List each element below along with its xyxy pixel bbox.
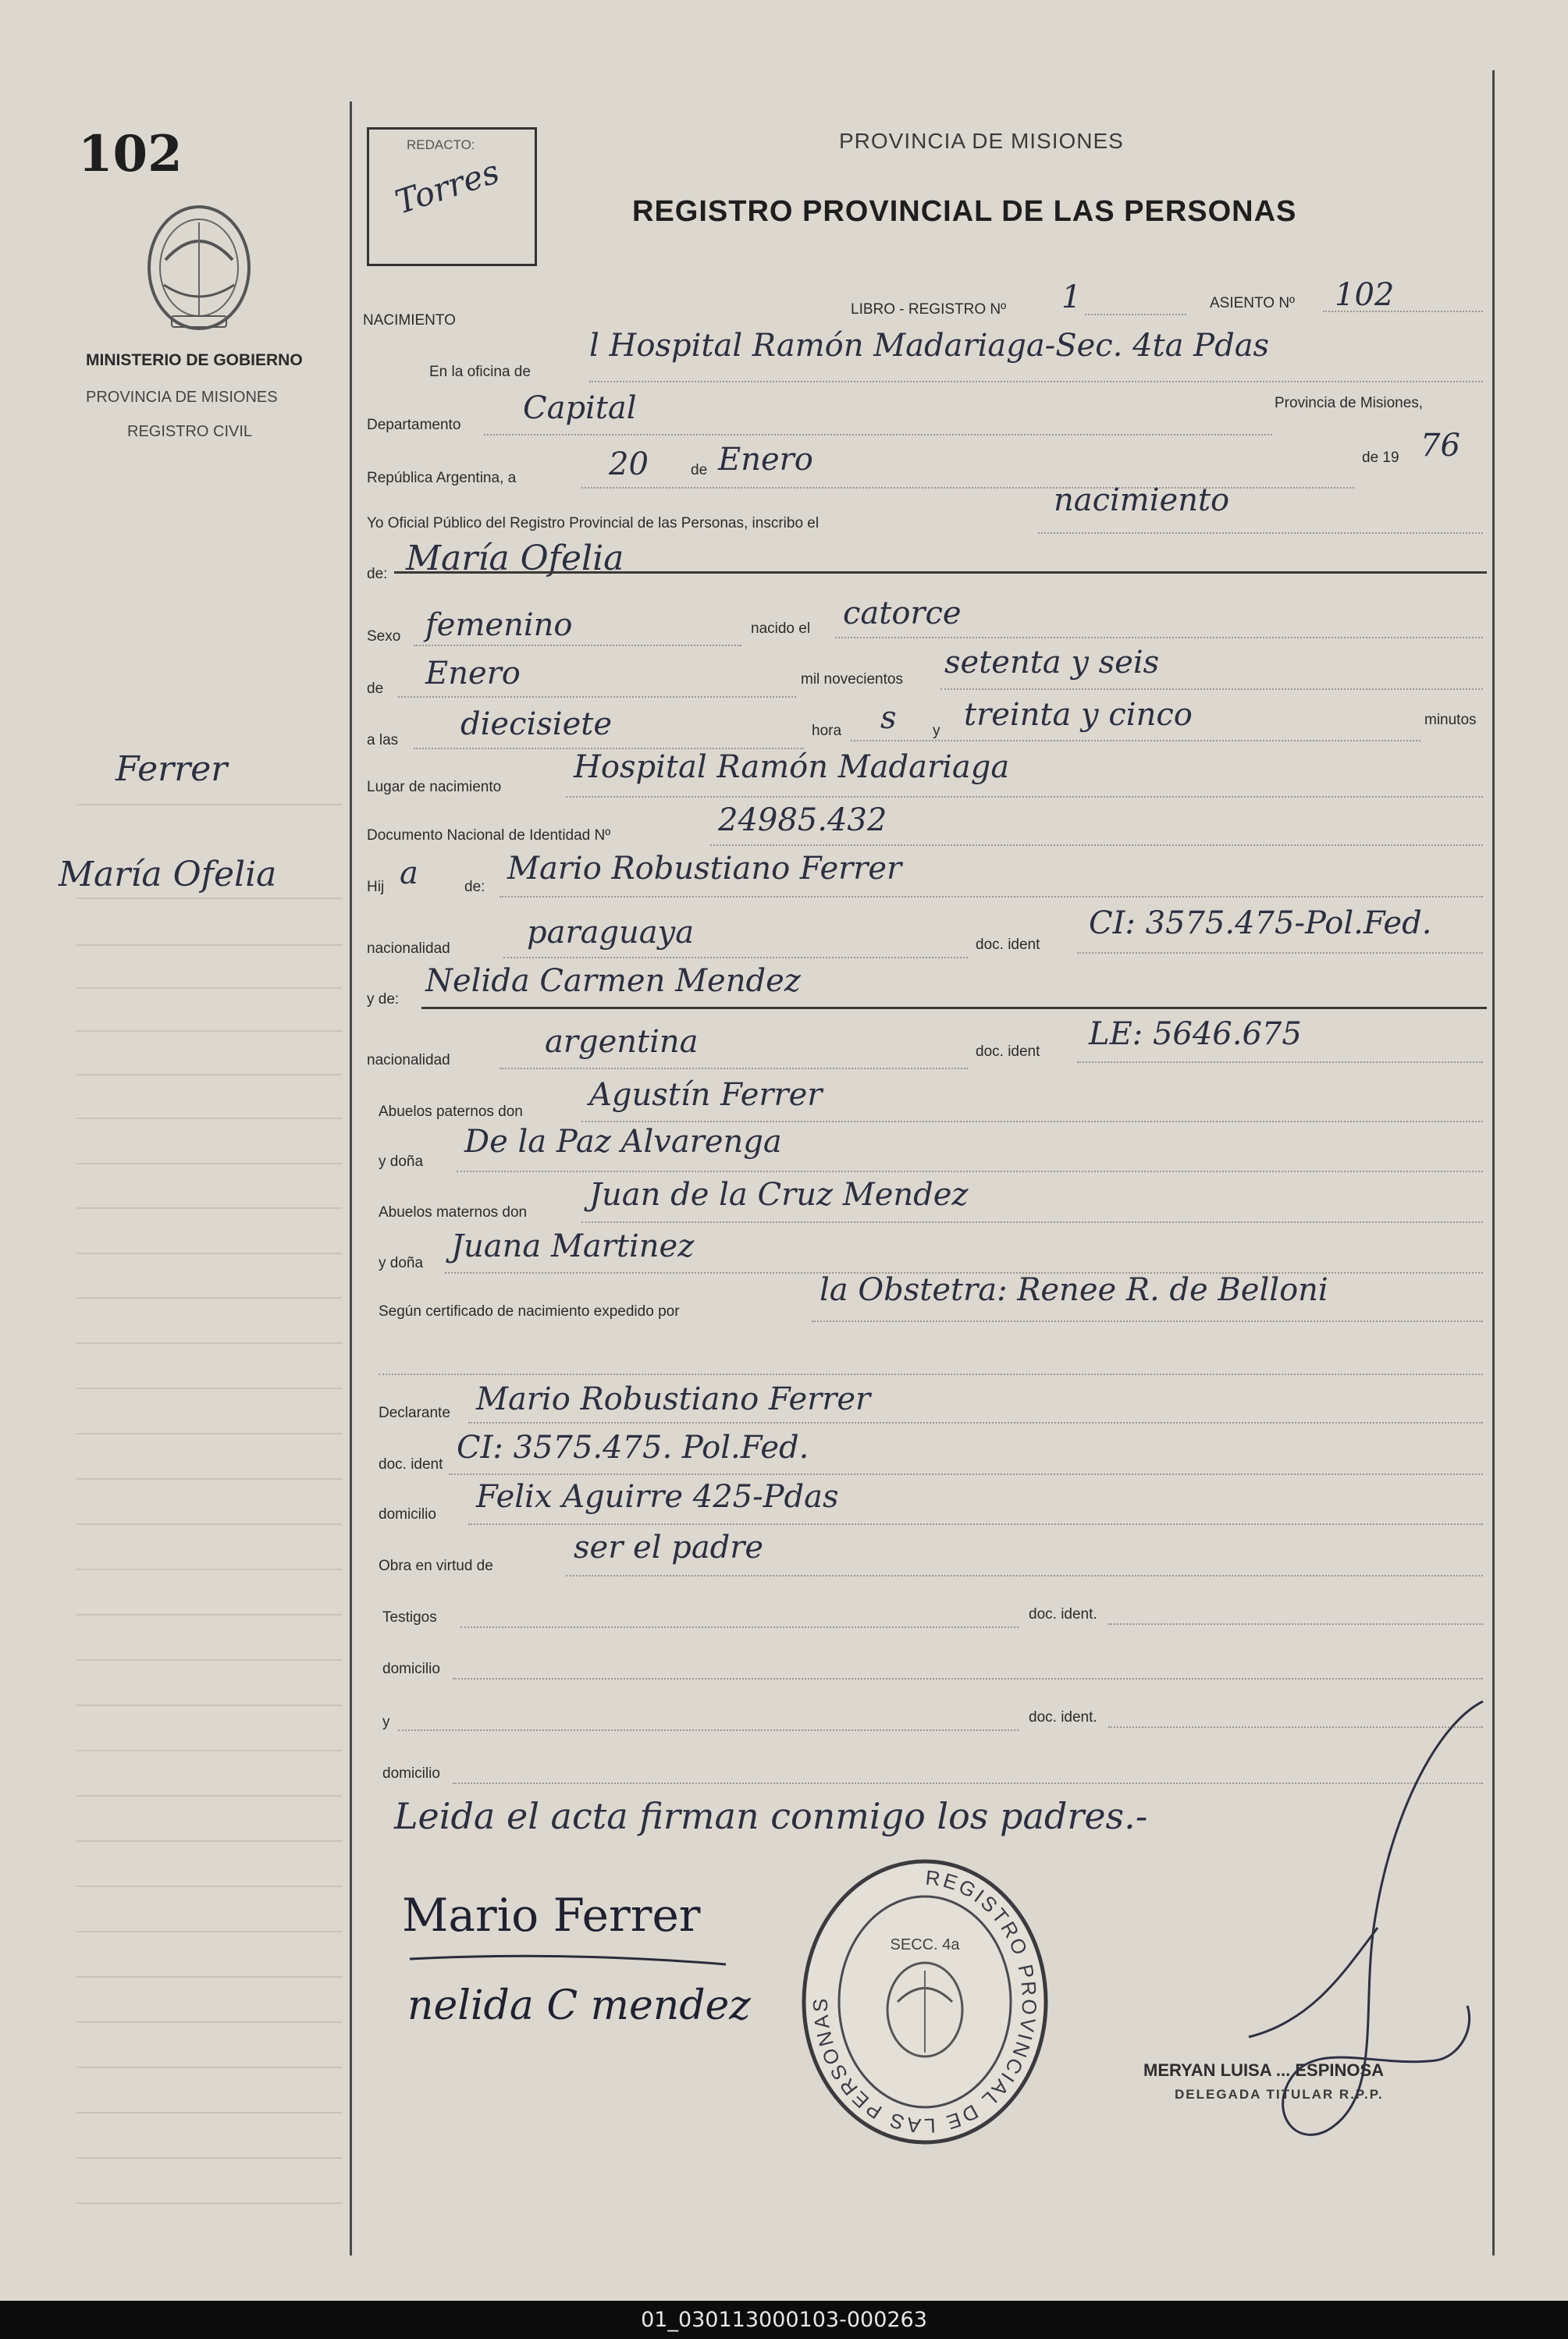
redacto-box [367, 127, 537, 266]
mil-label: mil novecientos [801, 671, 903, 688]
domicilio-value: Felix Aguirre 425-Pdas [476, 1479, 839, 1515]
mother-name-value: Nelida Carmen Mendez [425, 963, 801, 999]
margin-given-names: María Ofelia [59, 855, 277, 894]
minutos-label: minutos [1424, 712, 1477, 728]
nacimiento-label: NACIMIENTO [363, 312, 456, 329]
obra-value: ser el padre [574, 1530, 764, 1566]
oficina-value: l Hospital Ramón Madariaga-Sec. 4ta Pdas [589, 328, 1270, 364]
father-nac-value: paraguaya [527, 915, 695, 951]
abuela-p-value: De la Paz Alvarenga [464, 1124, 782, 1160]
y-label: y [933, 723, 940, 739]
lugar-value: Hospital Ramón Madariaga [574, 749, 1010, 785]
hora-value: s [880, 700, 897, 736]
provincia-suffix: Provincia de Misiones, [1275, 395, 1424, 411]
departamento-value: Capital [523, 390, 637, 426]
closing-statement: Leida el acta firman conmigo los padres.- [394, 1795, 1148, 1837]
father-signature: Mario Ferrer [402, 1889, 701, 1942]
year-value: 76 [1420, 428, 1460, 464]
de2-label: de [367, 681, 384, 697]
father-nac-label: nacionalidad [367, 940, 450, 957]
declarante-label: Declarante [379, 1405, 450, 1421]
registry-title: REGISTRO PROVINCIAL DE LAS PERSONAS [632, 195, 1297, 228]
page-number: 102 [78, 125, 183, 183]
stamp-ring-text: REGISTRO PROVINCIAL DE LAS PERSONAS [808, 1865, 1042, 2138]
mes-value: Enero [425, 656, 521, 691]
coat-of-arms-emblem [140, 199, 258, 336]
oficial-value: nacimiento [1054, 482, 1230, 518]
abuelo-m-value: Juan de la Cruz Mendez [589, 1177, 969, 1213]
y2-label: y [382, 1714, 390, 1730]
declarante-value: Mario Robustiano Ferrer [476, 1381, 871, 1417]
decl-doc-value: CI: 3575.475. Pol.Fed. [457, 1430, 809, 1466]
sexo-label: Sexo [367, 628, 401, 645]
mother-nac-label: nacionalidad [367, 1052, 450, 1068]
year-prefix: de 19 [1362, 450, 1399, 466]
province-title: PROVINCIA DE MISIONES [839, 129, 1124, 153]
alas-value: diecisiete [460, 706, 613, 742]
hij-label: Hij [367, 879, 385, 895]
mother-doc-value: LE: 5646.675 [1089, 1016, 1302, 1052]
mother-doc-label: doc. ident [976, 1043, 1040, 1060]
oficina-label: En la oficina de [429, 364, 531, 380]
dni-label: Documento Nacional de Identidad Nº [367, 827, 611, 844]
ydona2-label: y doña [379, 1255, 424, 1271]
nacido-label: nacido el [751, 620, 811, 637]
obra-label: Obra en virtud de [379, 1558, 493, 1574]
abuelo-p-value: Agustín Ferrer [589, 1077, 823, 1113]
libro-value: 1 [1061, 279, 1082, 315]
domicilio-label: domicilio [379, 1506, 436, 1523]
testigos-label: Testigos [382, 1609, 437, 1626]
de3-label: de: [464, 879, 485, 895]
asiento-label: ASIENTO Nº [1210, 295, 1295, 311]
abuela-m-value: Juana Martinez [451, 1228, 695, 1264]
ministry-label: MINISTERIO DE GOBIERNO [86, 351, 303, 369]
registry-label: REGISTRO CIVIL [127, 423, 253, 440]
footer-caption: 01_030113000103-000263 [0, 2301, 1568, 2339]
name-label: de: [367, 566, 388, 582]
month-value: Enero [718, 442, 813, 478]
left-margin-rule [350, 101, 352, 2255]
abuelos-m-label: Abuelos maternos don [379, 1204, 528, 1221]
margin-surname: Ferrer [116, 749, 228, 789]
libro-label: LIBRO - REGISTRO Nº [851, 301, 1007, 318]
sexo-value: femenino [425, 607, 573, 643]
minutos-value: treinta y cinco [964, 697, 1193, 733]
lugar-label: Lugar de nacimiento [367, 779, 502, 795]
ydona-label: y doña [379, 1154, 424, 1170]
redacto-label: REDACTO: [407, 137, 475, 152]
abuelos-p-label: Abuelos paternos don [379, 1104, 523, 1120]
hora-label: hora [812, 723, 842, 739]
alas-label: a las [367, 732, 399, 748]
mil-value: setenta y seis [944, 645, 1160, 681]
signature-underline [406, 1947, 734, 1971]
mother-signature: nelida C mendez [407, 1982, 751, 2029]
decl-doc-label: doc. ident [379, 1456, 443, 1473]
father-doc-label: doc. ident [976, 937, 1040, 953]
segun-value: la Obstetra: Renee R. de Belloni [820, 1272, 1328, 1308]
dni-value: 24985.432 [718, 802, 887, 838]
redacto-value: Torres [390, 151, 504, 222]
yde-label: y de: [367, 991, 400, 1008]
father-name-value: Mario Robustiano Ferrer [507, 851, 902, 887]
day-value: 20 [609, 446, 649, 482]
republica-label: República Argentina, a [367, 470, 517, 486]
official-stamp [800, 1857, 1050, 2146]
stamp-graphic [800, 1857, 1050, 2146]
province-label: PROVINCIA DE MISIONES [86, 389, 278, 406]
de-label: de [691, 462, 708, 478]
asiento-value: 102 [1335, 277, 1395, 313]
mother-nac-value: argentina [545, 1024, 699, 1060]
registrar-signature [1202, 1694, 1499, 2177]
hij-value: a [400, 855, 418, 891]
domicilio2-label: domicilio [382, 1661, 440, 1677]
departamento-label: Departamento [367, 417, 461, 433]
segun-label: Según certificado de nacimiento expedido por [379, 1303, 680, 1320]
oficial-label: Yo Oficial Público del Registro Provincial de las Personas, inscribo el [367, 515, 820, 531]
official-role: DELEGADA TITULAR R.P.P. [1175, 2087, 1384, 2102]
father-doc-value: CI: 3575.475-Pol.Fed. [1089, 905, 1432, 941]
nacido-value: catorce [843, 595, 962, 631]
official-name: MERYAN LUISA ... ESPINOSA [1143, 2060, 1385, 2080]
child-name-value: María Ofelia [406, 539, 624, 578]
stamp-seal-text: SECC. 4a [890, 1936, 960, 1953]
doc-ident2-label: doc. ident. [1029, 1709, 1097, 1726]
doc-ident-label: doc. ident. [1029, 1606, 1097, 1623]
domicilio3-label: domicilio [382, 1765, 440, 1782]
